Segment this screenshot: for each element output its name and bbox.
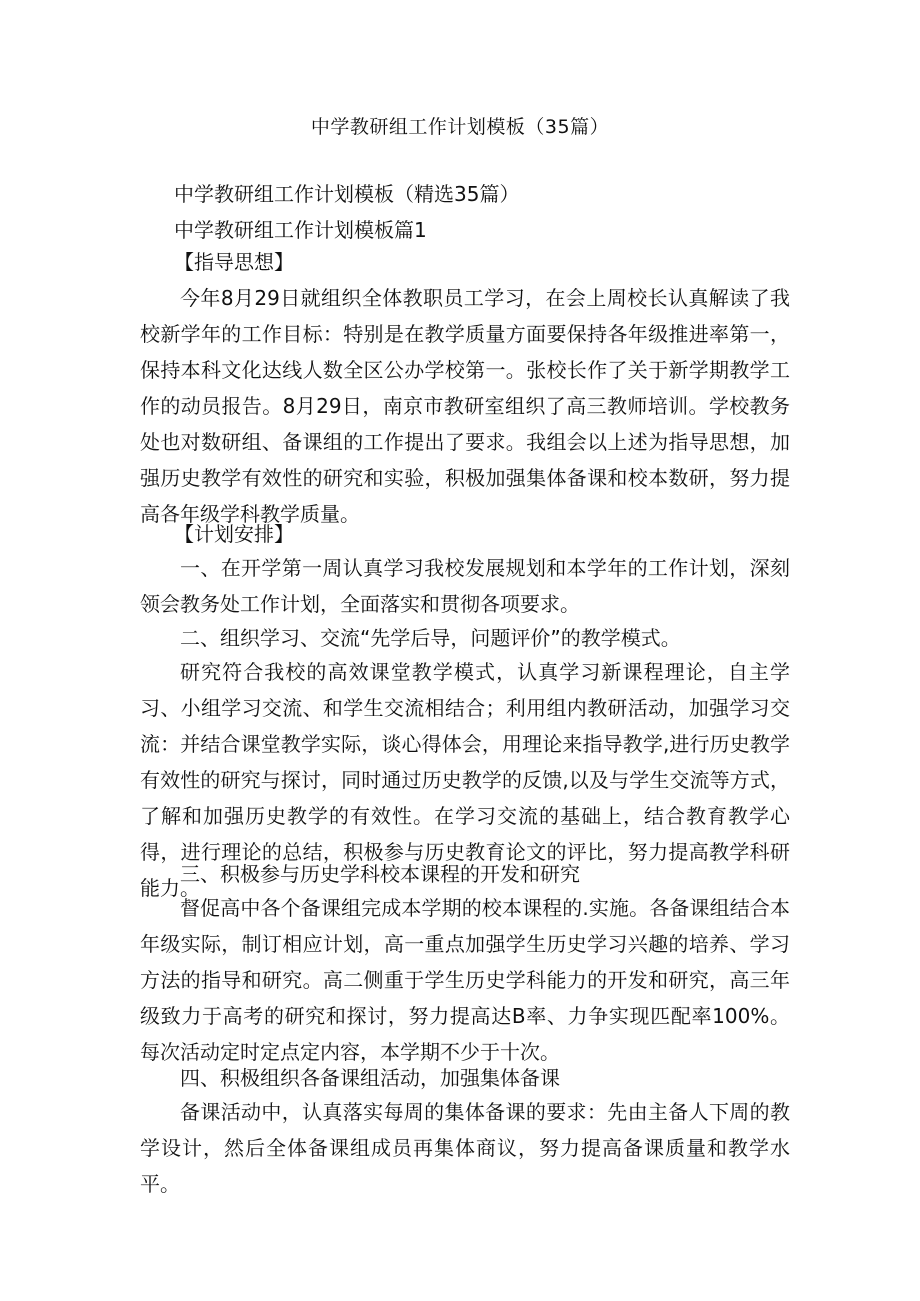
paragraph-text: 今年8月29日就组织全体教职员工学习，在会上周校长认真解读了我校新学年的工作目标：特别是在教学质量方面要保持各年级推进率第一，保持本科文化达线人数全区公办学校第一。张校长作了关于新学期教学工作的动员报告。8月29日，南京市教研室组织了高三教师培训。学校教务处也对数研组、备课组的工作提出了要求。我组会以上述为指导思想，加强历史教学有效性的研究和实验，积极加强集体备课和校本数研，努力提高各年级学科教学质量。 [140, 286, 790, 526]
paragraph-guidance [140, 280, 790, 532]
chapter-heading: 中学教研组工作计划模板篇1 [174, 218, 427, 242]
plan-item-text: 一、在开学第一周认真学习我校发展规划和本学年的工作计划，深刻领会教务处工作计划，全面落实和贯彻各项要求。 [140, 556, 790, 616]
plan-item-2 [140, 620, 790, 656]
document-subtitle: 中学教研组工作计划模板（精选35篇） [174, 182, 520, 206]
plan-item-text: 四、积极组织各备课组活动，加强集体备课 [180, 1066, 560, 1090]
section-heading-plan: 【计划安排】 [174, 522, 294, 546]
paragraph-item-3 [140, 890, 790, 1070]
section-heading-guidance: 【指导思想】 [174, 250, 294, 274]
plan-item-3 [140, 856, 790, 892]
plan-item-1 [140, 550, 790, 622]
plan-item-text: 二、组织学习、交流“先学后导，问题评价”的教学模式。 [180, 626, 681, 650]
paragraph-text: 督促高中各个备课组完成本学期的校本课程的.实施。各备课组结合本年级实际，制订相应计划，高一重点加强学生历史学习兴趣的培养、学习方法的指导和研究。高二侧重于学生历史学科能力的开发和研究，高三年级致力于高考的研究和探讨，努力提高达B率、力争实现匹配率100%。每次活动定时定点定内容，本学期不少于十次。 [140, 896, 790, 1064]
plan-item-4 [140, 1060, 790, 1096]
paragraph-text: 备课活动中，认真落实每周的集体备课的要求：先由主备人下周的教学设计，然后全体备课组成员再集体商议，努力提高备课质量和教学水平。 [140, 1100, 790, 1196]
paragraph-item-4 [140, 1094, 790, 1202]
document-title: 中学教研组工作计划模板（35篇） [310, 116, 610, 138]
paragraph-text: 研究符合我校的高效课堂教学模式，认真学习新课程理论，自主学习、小组学习交流、和学生交流相结合；利用组内教研活动，加强学习交流：并结合课堂教学实际，谈心得体会，用理论来指导教学,进行历史教学有效性的研究与探讨，同时通过历史教学的反馈,以及与学生交流等方式，了解和加强历史教学的有效性。在学习交流的基础上，结合教育教学心得，进行理论的总结，积极参与历史教育论文的评比，努力提高教学科研能力。 [140, 660, 790, 900]
plan-item-text: 三、积极参与历史学科校本课程的开发和研究 [180, 862, 580, 886]
